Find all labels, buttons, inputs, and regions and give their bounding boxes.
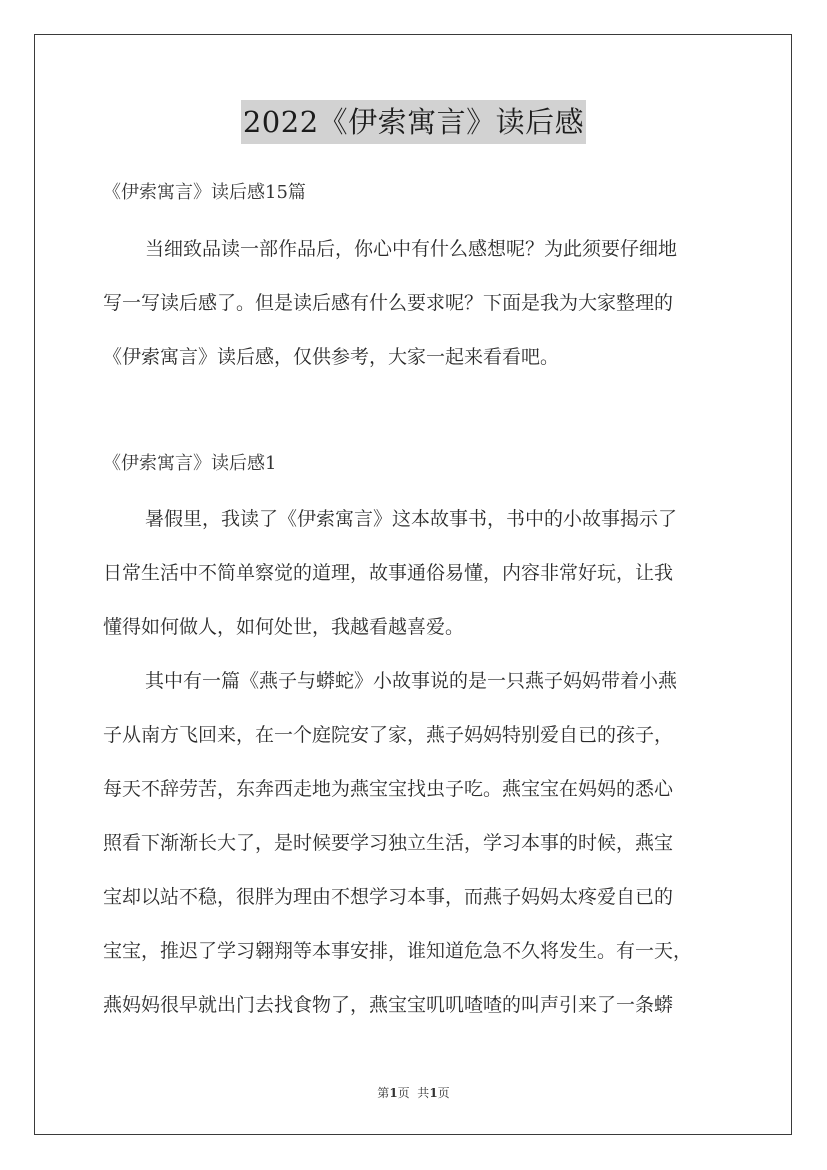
document-title-container bbox=[0, 100, 827, 144]
footer-total-pages: 1 bbox=[429, 1086, 438, 1100]
paragraph-line: 日常生活中不简单察觉的道理，故事通俗易懂，内容非常好玩，让我 bbox=[103, 562, 674, 584]
subtitle: 《伊索寓言》读后感15篇 bbox=[103, 182, 306, 203]
paragraph-line: 燕妈妈很早就出门去找食物了，燕宝宝叽叽喳喳的叫声引来了一条蟒 bbox=[103, 994, 674, 1016]
paragraph-line: 子从南方飞回来，在一个庭院安了家，燕子妈妈特别爱自已的孩子， bbox=[103, 724, 674, 746]
paragraph-line: 每天不辞劳苦，东奔西走地为燕宝宝找虫子吃。燕宝宝在妈妈的悉心 bbox=[103, 778, 674, 800]
footer-mid: 页 共 bbox=[397, 1086, 430, 1100]
intro-line: 《伊索寓言》读后感，仅供参考，大家一起来看看吧。 bbox=[103, 346, 560, 368]
intro-line: 当细致品读一部作品后，你心中有什么感想呢？为此须要仔细地 bbox=[145, 238, 678, 260]
footer-prefix: 第 bbox=[377, 1086, 390, 1100]
section-heading: 《伊索寓言》读后感1 bbox=[103, 453, 277, 474]
paragraph-line: 暑假里，我读了《伊索寓言》这本故事书，书中的小故事揭示了 bbox=[145, 508, 678, 530]
footer-suffix: 页 bbox=[437, 1086, 450, 1100]
intro-line: 写一写读后感了。但是读后感有什么要求呢？下面是我为大家整理的 bbox=[103, 292, 674, 314]
page-footer bbox=[0, 1084, 827, 1101]
footer-page-number: 1 bbox=[389, 1086, 398, 1100]
paragraph-line: 宝却以站不稳，很胖为理由不想学习本事，而燕子妈妈太疼爱自已的 bbox=[103, 886, 674, 908]
paragraph-line: 懂得如何做人，如何处世，我越看越喜爱。 bbox=[103, 616, 465, 638]
paragraph-line: 宝宝，推迟了学习翱翔等本事安排，谁知道危急不久将发生。有一天， bbox=[103, 940, 693, 962]
paragraph-line: 其中有一篇《燕子与蟒蛇》小故事说的是一只燕子妈妈带着小燕 bbox=[145, 670, 678, 692]
document-title: 2022《伊索寓言》读后感 bbox=[241, 100, 586, 144]
paragraph-line: 照看下渐渐长大了，是时候要学习独立生活，学习本事的时候，燕宝 bbox=[103, 832, 674, 854]
